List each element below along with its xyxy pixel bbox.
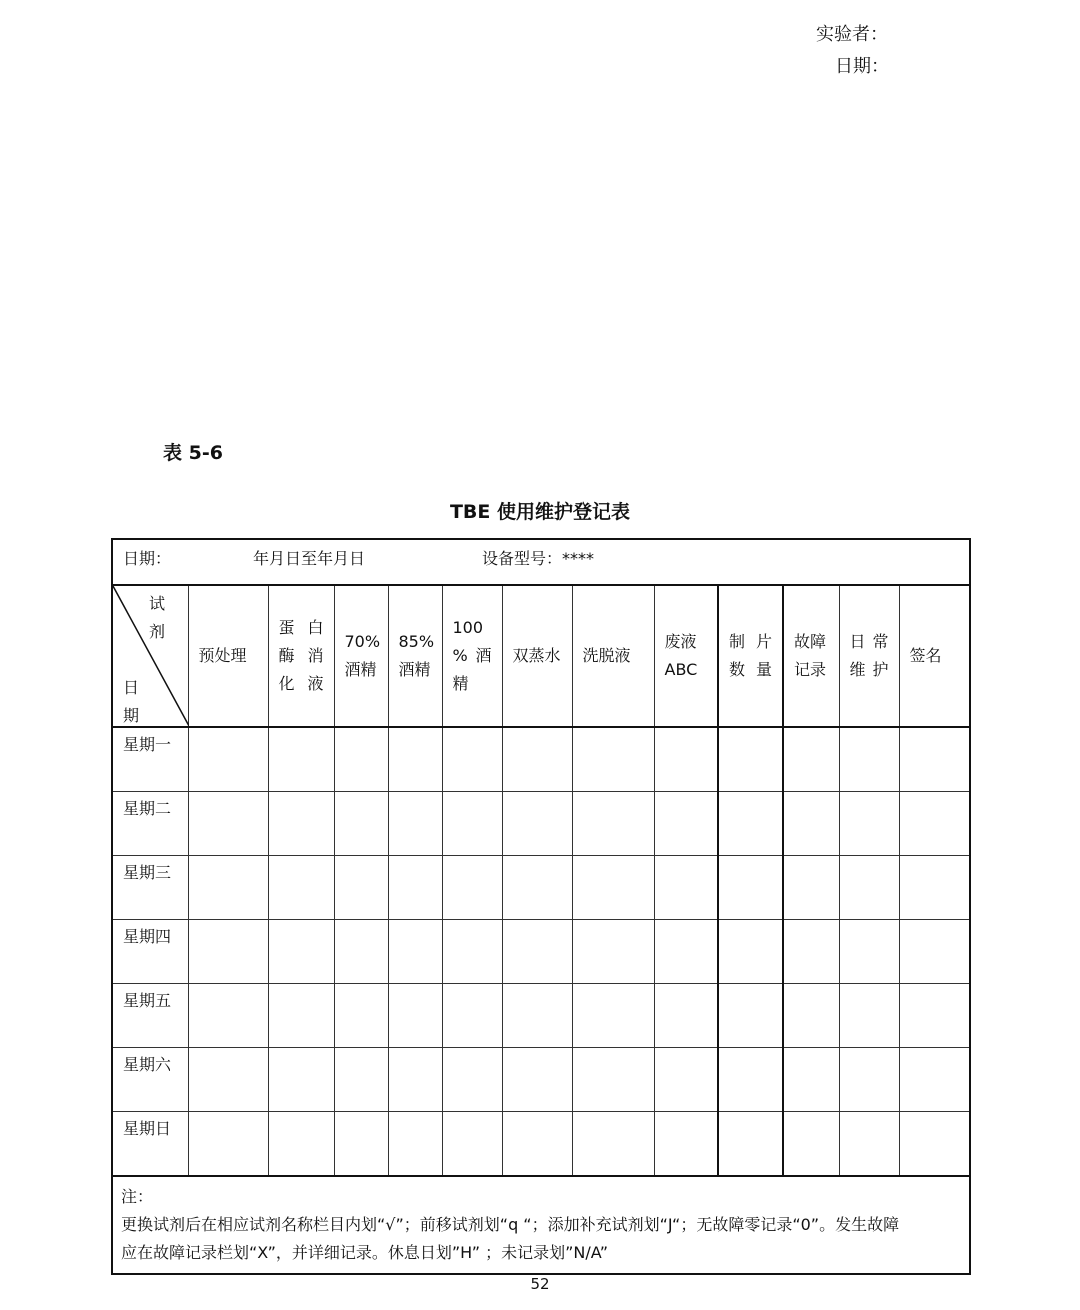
- corner-reagent-char: 剂: [149, 622, 166, 641]
- entry-cell[interactable]: [334, 1048, 388, 1112]
- entry-cell[interactable]: [839, 792, 899, 856]
- entry-cell[interactable]: [268, 792, 334, 856]
- entry-cell[interactable]: [388, 1048, 442, 1112]
- entry-cell[interactable]: [188, 920, 268, 984]
- entry-cell[interactable]: [334, 727, 388, 792]
- date-label: 日期：: [835, 56, 889, 77]
- entry-cell[interactable]: [783, 984, 839, 1048]
- column-header: 制 片 数量: [718, 585, 783, 727]
- entry-cell[interactable]: [899, 856, 970, 920]
- entry-cell[interactable]: [188, 727, 268, 792]
- entry-cell[interactable]: [388, 792, 442, 856]
- corner-date-char: 日: [123, 678, 140, 697]
- table-row: [112, 792, 970, 856]
- entry-cell[interactable]: [718, 727, 783, 792]
- day-label: 星期二: [112, 792, 188, 856]
- table-row: [112, 727, 970, 792]
- entry-cell[interactable]: [718, 920, 783, 984]
- entry-cell[interactable]: [718, 792, 783, 856]
- entry-cell[interactable]: [188, 984, 268, 1048]
- entry-cell[interactable]: [899, 792, 970, 856]
- entry-cell[interactable]: [783, 1048, 839, 1112]
- entry-cell[interactable]: [572, 984, 654, 1048]
- entry-cell[interactable]: [442, 792, 502, 856]
- entry-cell[interactable]: [718, 1048, 783, 1112]
- entry-cell[interactable]: [334, 792, 388, 856]
- entry-cell[interactable]: [442, 1112, 502, 1177]
- entry-cell[interactable]: [783, 920, 839, 984]
- table-number: 表 5-6: [163, 442, 223, 464]
- notes-line: 应在故障记录栏划“X”，并详细记录。休息日划”H” ；未记录划”N/A”: [121, 1243, 609, 1262]
- column-header: 85% 酒精: [388, 585, 442, 727]
- table-row: [112, 856, 970, 920]
- entry-cell[interactable]: [718, 984, 783, 1048]
- meta-date-range: 年月日至年月日: [253, 549, 366, 568]
- entry-cell[interactable]: [388, 984, 442, 1048]
- entry-cell[interactable]: [899, 1112, 970, 1177]
- column-header: 预处理: [188, 585, 268, 727]
- table-title: TBE 使用维护登记表: [449, 501, 631, 523]
- entry-cell[interactable]: [442, 920, 502, 984]
- entry-cell[interactable]: [718, 1112, 783, 1177]
- entry-cell[interactable]: [572, 1112, 654, 1177]
- entry-cell[interactable]: [572, 727, 654, 792]
- table-row: [112, 984, 970, 1048]
- entry-cell[interactable]: [654, 1048, 718, 1112]
- entry-cell[interactable]: [502, 727, 572, 792]
- page-number: 52: [530, 1275, 550, 1293]
- table-row: [112, 920, 970, 984]
- entry-cell[interactable]: [572, 920, 654, 984]
- corner-date-char: 期: [123, 706, 140, 725]
- entry-cell[interactable]: [783, 1112, 839, 1177]
- entry-cell[interactable]: [839, 920, 899, 984]
- entry-cell[interactable]: [502, 792, 572, 856]
- entry-cell[interactable]: [502, 920, 572, 984]
- entry-cell[interactable]: [654, 984, 718, 1048]
- entry-cell[interactable]: [334, 984, 388, 1048]
- entry-cell[interactable]: [783, 792, 839, 856]
- entry-cell[interactable]: [572, 792, 654, 856]
- entry-cell[interactable]: [654, 920, 718, 984]
- entry-cell[interactable]: [899, 920, 970, 984]
- entry-cell[interactable]: [654, 727, 718, 792]
- entry-cell[interactable]: [334, 920, 388, 984]
- day-label: 星期日: [112, 1112, 188, 1177]
- entry-cell[interactable]: [783, 856, 839, 920]
- entry-cell[interactable]: [654, 856, 718, 920]
- day-label: 星期六: [112, 1048, 188, 1112]
- corner-header-cell: [112, 585, 188, 727]
- entry-cell[interactable]: [654, 792, 718, 856]
- column-header: 70% 酒精: [334, 585, 388, 727]
- column-header: 签名: [899, 585, 970, 727]
- entry-cell[interactable]: [899, 727, 970, 792]
- entry-cell[interactable]: [442, 727, 502, 792]
- day-label: 星期五: [112, 984, 188, 1048]
- corner-reagent-char: 试: [149, 594, 166, 613]
- entry-cell[interactable]: [502, 856, 572, 920]
- entry-cell[interactable]: [839, 727, 899, 792]
- entry-cell[interactable]: [718, 856, 783, 920]
- notes-label: 注：: [121, 1187, 154, 1206]
- entry-cell[interactable]: [388, 856, 442, 920]
- meta-row: [112, 539, 970, 585]
- entry-cell[interactable]: [502, 1048, 572, 1112]
- entry-cell[interactable]: [268, 856, 334, 920]
- table-row: [112, 1112, 970, 1177]
- entry-cell[interactable]: [572, 1048, 654, 1112]
- column-header: 100 % 酒 精: [442, 585, 502, 727]
- entry-cell[interactable]: [502, 1112, 572, 1177]
- meta-model-label: 设备型号：****: [482, 549, 595, 568]
- entry-cell[interactable]: [268, 984, 334, 1048]
- entry-cell[interactable]: [839, 984, 899, 1048]
- entry-cell[interactable]: [388, 727, 442, 792]
- entry-cell[interactable]: [388, 920, 442, 984]
- entry-cell[interactable]: [442, 984, 502, 1048]
- column-header: 废液 ABC: [654, 585, 718, 727]
- entry-cell[interactable]: [268, 920, 334, 984]
- entry-cell[interactable]: [839, 1112, 899, 1177]
- entry-cell[interactable]: [899, 984, 970, 1048]
- entry-cell[interactable]: [268, 1048, 334, 1112]
- entry-cell[interactable]: [783, 727, 839, 792]
- meta-date-label: 日期：: [123, 549, 172, 568]
- entry-cell[interactable]: [334, 856, 388, 920]
- notes-cell: [112, 1176, 970, 1274]
- experimenter-label: 实验者：: [816, 24, 888, 45]
- entry-cell[interactable]: [502, 984, 572, 1048]
- entry-cell[interactable]: [442, 856, 502, 920]
- entry-cell[interactable]: [188, 792, 268, 856]
- column-header: 故障 记录: [783, 585, 839, 727]
- column-header: 蛋 白 酶 消 化液: [268, 585, 334, 727]
- column-header: 日 常 维护: [839, 585, 899, 727]
- entry-cell[interactable]: [188, 1112, 268, 1177]
- entry-cell[interactable]: [572, 856, 654, 920]
- entry-cell[interactable]: [188, 856, 268, 920]
- entry-cell[interactable]: [839, 1048, 899, 1112]
- notes-line: 更换试剂后在相应试剂名称栏目内划“√”；前移试剂划“q “；添加补充试剂划“J“；无故障零记录“0”。发生故障: [121, 1215, 900, 1234]
- table-row: [112, 1048, 970, 1112]
- entry-cell[interactable]: [839, 856, 899, 920]
- column-header: 洗脱液: [572, 585, 654, 727]
- entry-cell[interactable]: [334, 1112, 388, 1177]
- maintenance-log-table: [111, 538, 971, 1275]
- entry-cell[interactable]: [268, 1112, 334, 1177]
- entry-cell[interactable]: [188, 1048, 268, 1112]
- entry-cell[interactable]: [654, 1112, 718, 1177]
- entry-cell[interactable]: [899, 1048, 970, 1112]
- entry-cell[interactable]: [268, 727, 334, 792]
- entry-cell[interactable]: [442, 1048, 502, 1112]
- column-header: 双蒸水: [502, 585, 572, 727]
- day-label: 星期一: [112, 727, 188, 792]
- entry-cell[interactable]: [388, 1112, 442, 1177]
- day-label: 星期三: [112, 856, 188, 920]
- day-label: 星期四: [112, 920, 188, 984]
